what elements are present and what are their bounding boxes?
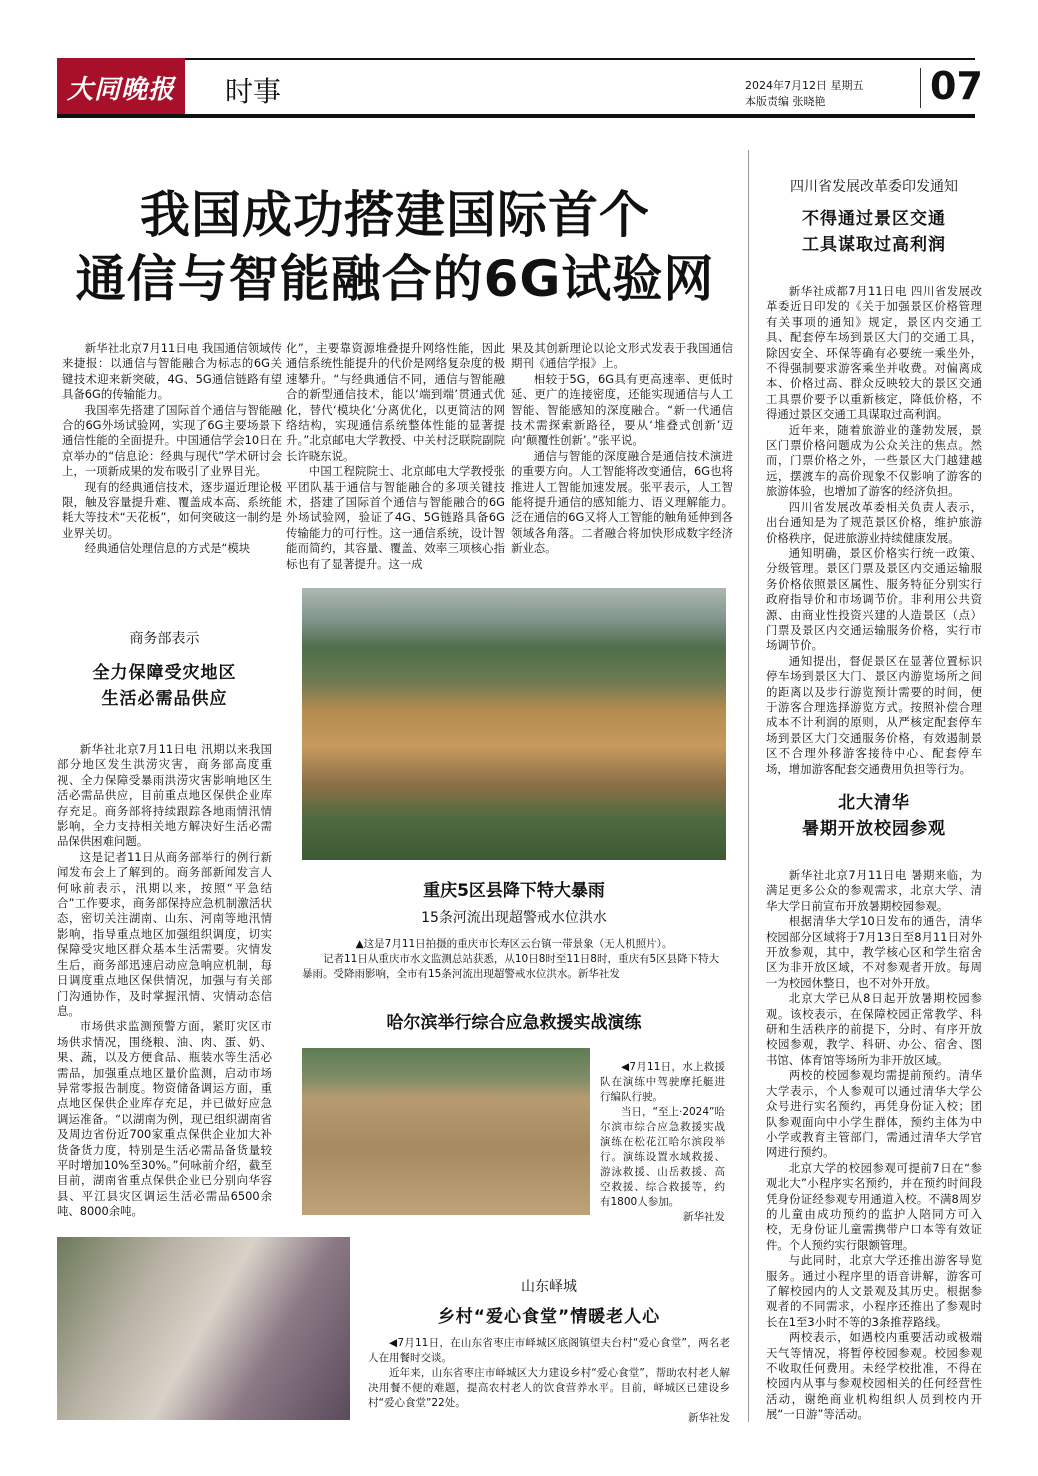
article-title: 北大清华 暑期开放校园参观 [802, 793, 946, 839]
sichuan-article [766, 176, 982, 777]
paragraph: 新华社北京7月11日电 我国通信领域传来捷报：以通信与智能融合为标志的6G关键技术迎来新突破，4G、5G通信链路有望具备6G的传输能力。 [62, 341, 282, 402]
paragraph: 这是记者11日从商务部举行的例行新闻发布会上了解到的。商务部新闻发言人何咏前表示，汛期以来，按照“平急结合”工作要求，商务部保持应急机制激活状态，密切关注湖南、山东、河南等地汛情影响，指导重点地区加强组织调度，切实保障受灾地区群众基本生活需要。灾情发生后，商务部迅速启动应急响应机制，每日调度重点地区保供情况，加强与有关部门沟通协作，及时掌握汛情、灾情动态信息。 [57, 849, 272, 1018]
campus-article [766, 790, 982, 1423]
main-article-col3 [511, 341, 733, 557]
article-body [57, 742, 272, 1220]
photo-credit: 新华社发 [683, 1211, 725, 1223]
paragraph: 两校的校园参观均需提前预约。清华大学表示，个人参观可以通过清华大学公众号进行实名预约，再凭身份证入校；团队参观面向中小学生群体，预约主体为中小学或教育主管部门，需通过清华大学官网进行预约。 [766, 1068, 982, 1160]
paragraph: 现有的经典通信技术，逐步逼近理论极限，触及容量提升难、覆盖成本高、系统能耗大等技术“天花板”，如何突破这一制约是业界关切。 [62, 479, 282, 540]
photo-caption: ◀7月11日，在山东省枣庄市峄城区底阁镇望夫台村“爱心食堂”，两名老人在用餐时交谈。 近年来，山东省枣庄市峄城区大力建设乡村“爱心食堂”，帮助农村老人解决用餐不便的难题，提高农村老人的饮食营养水平。目前，峄城区已建设乡村“爱心食堂”22处。 新华社发 [368, 1337, 730, 1424]
paragraph: 四川省发展改革委相关负责人表示，出台通知是为了规范景区价格，维护旅游价格秩序，促进旅游业持续健康发展。 [766, 499, 982, 545]
paragraph: 北京大学已从8日起开放暑期校园参观。该校表示，在保障校园正常教学、科研和生活秩序的前提下，分时、有序开放校园参观，教学、科研、办公、宿舍、图书馆、体育馆等场所为非开放区域。 [766, 991, 982, 1067]
harbin-caption: ◀7月11日，水上救援队在演练中驾驶摩托艇进行编队行驶。 当日，“至上·2024”哈尔滨市综合应急救援实战演练在松花江哈尔滨段举行。演练设置水域救援、游泳救援、山岳救援、高空救援、综合救援等，约有1800人参加。 新华社发 [600, 1061, 725, 1223]
paragraph: 近年来，随着旅游业的蓬勃发展，景区门票价格问题成为公众关注的焦点。然而，门票价格之外，一些景区大门越建越远，摆渡车的高价现象不仅影响了游客的旅游体验，也增加了游客的经济负担。 [766, 422, 982, 499]
paragraph: 两校表示，如遇校内重要活动或极端天气等情况，将暂停校园参观。校园参观不收取任何费用。未经学校批准，不得在校园内从事与参观校园相关的任何经营性活动，谢绝商业机构组织人员到校内开展“一日游”等活动。 [766, 1330, 982, 1422]
headline-line: 我国成功搭建国际首个 [140, 186, 650, 244]
paragraph: 与此同时，北京大学还推出游客导览服务。通过小程序里的语音讲解，游客可了解校园内的人文景观及其历史。根据参观者的不同需求，小程序还推出了参观时长在1至3小时不等的3条推荐路线。 [766, 1253, 982, 1329]
paragraph: 新华社成都7月11日电 四川省发展改革委近日印发的《关于加强景区价格管理有关事项的通知》规定，景区内交通工具、配套停车场到景区大门的交通工具，除因安全、环保等确有必要统一乘坐外，不得强制要求游客乘坐并收费。对偏离成本、价格过高、群众反映较大的景区交通工具票价要予以重新核定，降低价格，不得通过景区交通工具谋取过高利润。 [766, 284, 982, 422]
canteen-photo [57, 1237, 350, 1420]
column-rule [748, 150, 749, 1422]
canteen-article [368, 1276, 730, 1426]
jet-ski-drill-photo [302, 1048, 590, 1215]
article-kicker: 商务部表示 [129, 631, 200, 647]
paragraph: 新华社北京7月11日电 暑期来临，为满足更多公众的参观需求，北京大学、清华大学日前宣布开放暑期校园参观。 [766, 868, 982, 913]
paragraph: 通知提出，督促景区在显著位置标识停车场到景区大门、景区内游览场所之间的距离以及步行游览预计需要的时间，便于游客合理选择游览方式。按照补偿合理成本不计利润的原则，从严核定配套停车场到景区大门交通服务价格，有效遏制景区不合理外移游客接待中心、配套停车场，增加游客配套交通费用负担等行为。 [766, 653, 982, 776]
paragraph: 市场供求监测预警方面，紧盯灾区市场供求情况，围绕粮、油、肉、蛋、奶、果、蔬，以及方便食品、瓶装水等生活必需品，加强重点地区量价监测，启动市场异常零报告制度。物资储备调运方面，重点地区保供企业库存充足，并已做好应急调运准备。“以湖南为例，现已组织湖南省及周边省份近700家重点保供企业加大补货备货力度，特别是生活必需品备货量较平时增加10%至30%。”何咏前介绍，截至目前，湖南省重点保供企业已分别向华容县、平江县灾区调运生活必需品6500余吨、8000余吨。 [57, 1019, 272, 1219]
main-article-col2 [286, 341, 505, 572]
harbin-title: 哈尔滨举行综合应急救援实战演练 [386, 1013, 642, 1033]
paragraph: 新华社北京7月11日电 汛期以来我国部分地区发生洪涝灾害，商务部高度重视、全力保障受暴雨洪涝灾害影响地区生活必需品供应，目前重点地区保供企业库存充足。商务部将持续跟踪各地雨情汛情影响，全力支持相关地方解决好生活必需品保供困难问题。 [57, 742, 272, 849]
page-editor: 本版责编 张晓艳 [745, 95, 826, 108]
paragraph: 相较于5G，6G具有更高速率、更低时延、更广的连接密度，还能实现通信与人工智能、智能感知的深度融合。“新一代通信技术需探索新路径，要从‘堆叠式创新’迈向‘颠覆性创新’。”张平说。 [511, 371, 733, 448]
paragraph: 通知明确，景区价格实行统一政策、分级管理。景区门票及景区内交通运输服务价格依照景区属性、服务特征分别实行政府指导价和市场调节价。非利用公共资源、由商业性投资兴建的人造景区（点）门票及景区内交通运输服务价格，实行市场调节价。 [766, 545, 982, 653]
headline-line: 通信与智能融合的6G试验网 [75, 250, 715, 308]
article-body [766, 284, 982, 777]
section-name: 时事 [225, 75, 282, 108]
photo-credit: 新华社发 [688, 1412, 730, 1424]
article-title: 乡村“爱心食堂”情暖老人心 [437, 1307, 661, 1327]
article-title: 不得通过景区交通 工具谋取过高利润 [802, 209, 946, 255]
issue-info [745, 78, 864, 110]
header-divider [920, 68, 921, 108]
paragraph: 中国工程院院士、北京邮电大学教授张平团队基于通信与智能融合的多项关键技术，搭建了国际首个通信与智能融合的6G外场试验网，验证了4G、5G链路具备6G传输能力的可行性。这一通信系统，设计智能而简约，其容量、覆盖、效率三项核心指标也有了显著提升。这一成 [286, 464, 505, 571]
header-top-rule [185, 58, 975, 60]
article-title: 重庆5区县降下特大暴雨 [423, 881, 605, 901]
article-kicker: 山东峄城 [521, 1279, 577, 1295]
main-headline [55, 183, 735, 311]
page-number: 07 [930, 64, 983, 108]
header-bottom-rule [57, 114, 975, 118]
article-body [766, 868, 982, 1423]
flood-article [302, 876, 726, 982]
paragraph: 通信与智能的深度融合是通信技术演进的重要方向。人工智能将改变通信，6G也将推进人工智能加速发展。张平表示，人工智能将提升通信的感知能力、语义理解能力。泛在通信的6G又将人工智能的触角延伸到各领域各角落。二者融合将加快形成数字经济新业态。 [511, 448, 733, 556]
article-subtitle: 15条河流出现超警戒水位洪水 [421, 910, 607, 926]
paragraph: 我国率先搭建了国际首个通信与智能融合的6G外场试验网，实现了6G主要场景下通信性能的全面提升。中国通信学会10日在京举办的“信息论：经典与现代”学术研讨会上，一项新成果的发布吸引了业界目光。 [62, 402, 282, 479]
paragraph: 化”，主要靠资源堆叠提升网络性能，因此通信系统性能提升的代价是网络复杂度的极速攀升。“与经典通信不同，通信与智能融合的新型通信技术，能以‘端到端’贯通式优化，替代‘模块化’分离优化，以更简洁的网络结构，实现通信系统整体性能的显著提升。”北京邮电大学教授、中关村泛联院副院长许晓东说。 [286, 341, 505, 463]
paragraph: 北京大学的校园参观可提前7日在“参观北大”小程序实名预约，并在预约时间段凭身份证经参观专用通道入校。不满8周岁的儿童由成功预约的监护人陪同方可入校，无身份证儿童需携带户口本等有效证件。个人预约实行限额管理。 [766, 1160, 982, 1252]
photo-caption: ▲这是7月11日拍摄的重庆市长寿区云台镇一带景象（无人机照片）。 记者11日从重庆市水文监测总站获悉，从10日8时至11日8时，重庆有5区县降下特大暴雨。受降雨影响，全市有15条河流出现超警戒水位洪水。新华社发 [302, 938, 720, 980]
article-title: 全力保障受灾地区 生活必需品供应 [92, 663, 237, 709]
paragraph: 根据清华大学10日发布的通告，清华校园部分区域将于7月13日至8月11日对外开放参观，其中，教学核心区和学生宿舍区为非开放区域，不对参观者开放。每周一为校园休整日，也不对外开放。 [766, 914, 982, 990]
paragraph: 经典通信处理信息的方式是“模块 [84, 541, 251, 556]
commerce-article [57, 628, 272, 1220]
newspaper-logo: 大同晚报 [57, 58, 185, 116]
flood-photo [302, 588, 726, 860]
paragraph: 果及其创新理论以论文形式发表于我国通信期刊《通信学报》上。 [511, 341, 733, 371]
issue-date: 2024年7月12日 星期五 [745, 79, 864, 92]
article-kicker: 四川省发展改革委印发通知 [790, 179, 958, 195]
main-article-col1 [62, 341, 282, 557]
